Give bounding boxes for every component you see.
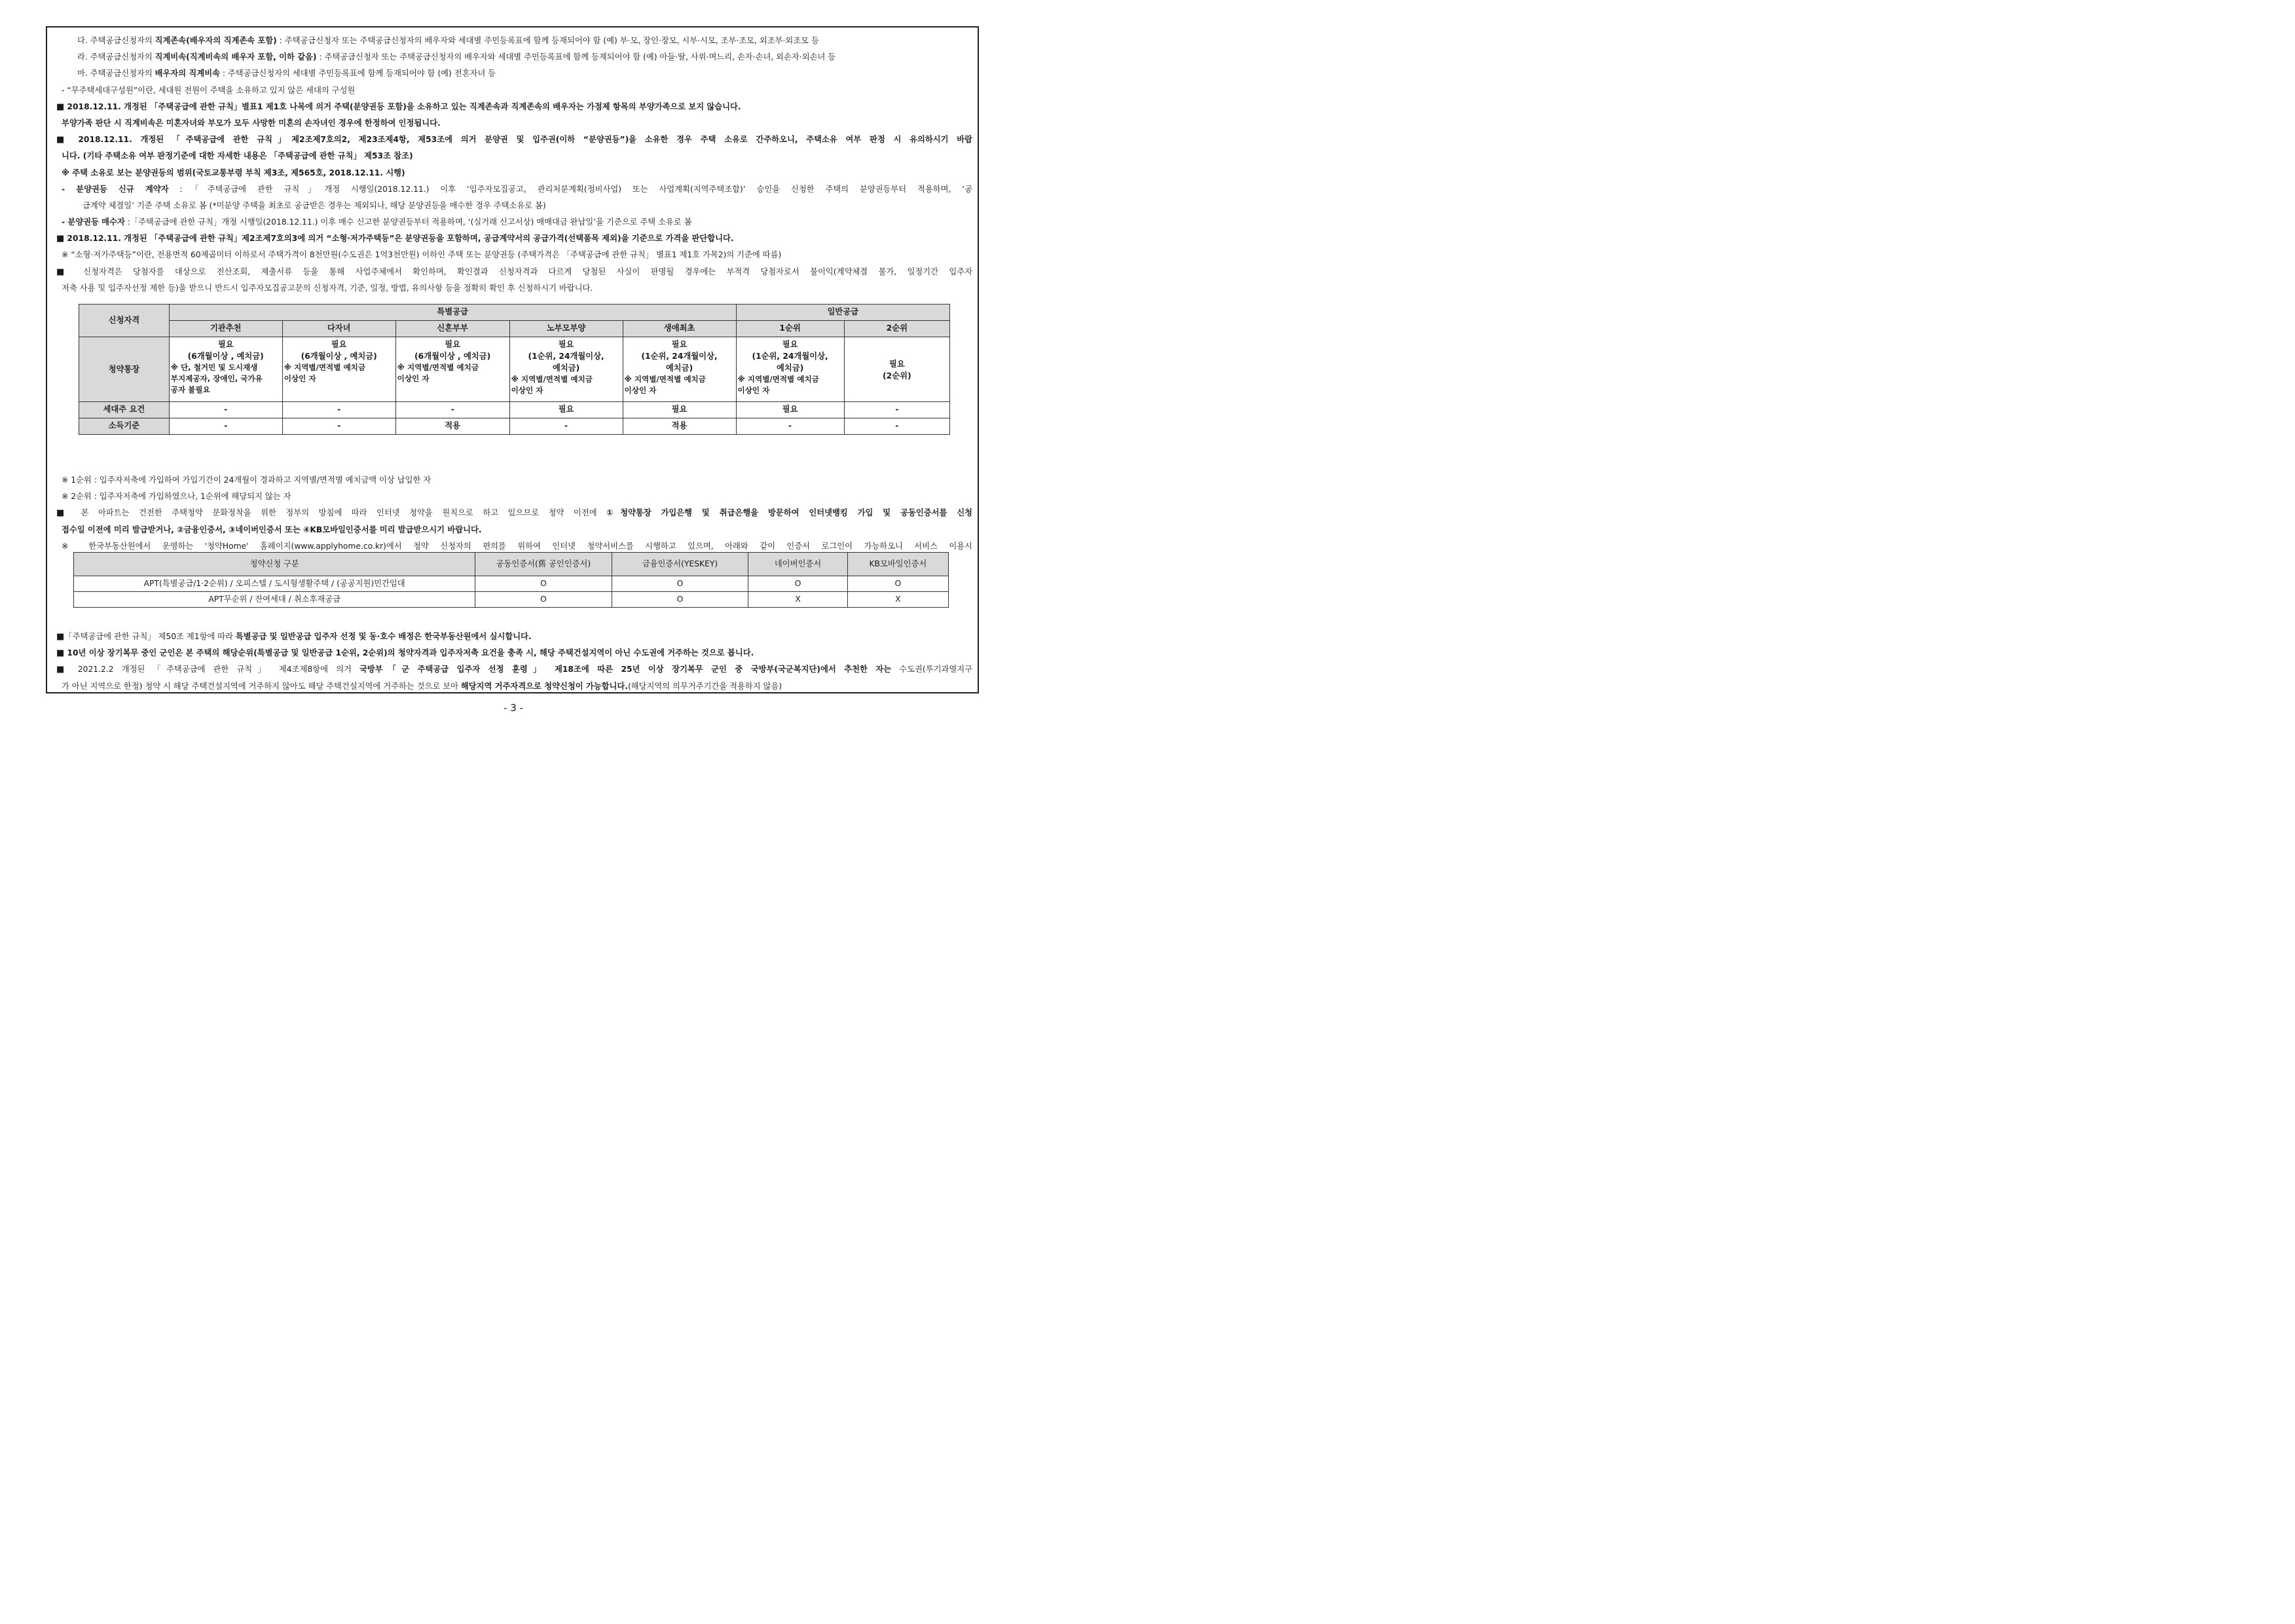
row-label-bank: 청약통장 (79, 337, 170, 402)
bullet-square: ■ (56, 648, 67, 659)
householder-cell: - (282, 402, 395, 418)
text-segment: 특별공급 및 일반공급 입주자 선정 및 동·호수 배정은 한국부동산원에서 실시합니다. (235, 632, 532, 641)
cert-cell: APT무순위 / 잔여세대 / 취소후재공급 (74, 592, 475, 608)
bullet-square: ■ (56, 267, 84, 277)
householder-cell: 필요 (736, 402, 844, 418)
requirement-note: ※ 지역별/면적별 예치금 이상인 자 (624, 375, 706, 395)
qualification-table (79, 304, 950, 435)
text-segment: :「주택공급에 관한 규칙」개정 시행일(2018.12.11.) 이후 매수 신고한 분양권등부터 적용하며, ‘(실거래 신고서상) 매매대금 완납일’을 기준으로 주택 소유로 봄 (124, 217, 692, 227)
text-segment: 수도권(투기과열지구 (891, 665, 972, 674)
text-line-p5a (56, 505, 972, 521)
text-line-p4b (56, 280, 972, 297)
income-cell: 적용 (623, 418, 736, 435)
text-segment: 부양가족 판단 시 직계비속은 미혼자녀와 부모가 모두 사망한 미혼의 손자녀인 경우에 한정하여 인정됩니다. (62, 118, 441, 128)
text-segment: 마. 주택공급신청자의 (77, 69, 155, 79)
text-line-p2b (56, 148, 972, 164)
requirement-note: ※ 지역별/면적별 예치금 이상인 자 (511, 375, 593, 395)
cert-cell: O (612, 592, 748, 608)
text-line-p5b (56, 522, 972, 538)
income-cell: - (844, 418, 949, 435)
text-segment: 직계비속(직계비속의 배우자 포함, 이하 같음) (155, 52, 317, 62)
bank-requirement-cell (623, 337, 736, 402)
cert-column-header: KB모바일인증서 (847, 553, 948, 576)
bank-requirement-cell (282, 337, 395, 402)
text-segment: 2021.2.2 개정된 「주택공급에 관한 규칙」 제4조제8항에 의거 (77, 665, 359, 674)
text-segment: ※ 주택 소유로 보는 분양권등의 범위(국토교통부령 부칙 제3조, 제565호, 2018.12.11. 시행) (62, 168, 405, 177)
text-segment: ※ 한국부동산원에서 운영하는 '청약Home' 홈페이지(www.applyhome.co.kr)에서 청약 신청자의 편의를 위하여 인터넷 청약서비스를 시행하고 있으며, 아래와 같이 인증서 로그인이 가능하오니 서비스 이용시 (62, 541, 972, 551)
householder-cell: - (844, 402, 949, 418)
text-line-p2a (56, 132, 972, 148)
requirement-main: 필요 (6개월이상 , 예치금) (301, 340, 377, 361)
text-segment: ※ 2순위 : 입주자저축에 가입하였으나, 1순위에 해당되지 않는 자 (62, 492, 291, 502)
text-segment: 2018.12.11. 개정된 「주택공급에 관한 규칙」별표1 제1호 나목에 의거 주택(분양권등 포함)을 소유하고 있는 직계존속과 직계존속의 배우자는 가점제 항목의 부양가족으로 보지 않습니다. (67, 101, 741, 111)
text-line-p8a (56, 661, 972, 678)
text-segment: 2018.12.11. 개정된 「주택공급에 관한 규칙」제2조제7호의3에 의거 “소형·저가주택등”은 분양권등을 포함하며, 공급계약서의 공급가격(선택품목 제외)을 기준으로 가격을 판단합니다. (67, 234, 734, 244)
text-segment: (해당지역의 의무거주기간을 적용하지 않음) (627, 681, 782, 691)
text-segment: 급계약 체결일’ 기준 주택 소유로 봄 (*미분양 주택을 최초로 공급받은 경우는 제외되나, 해당 분양권등을 매수한 경우 주택소유로 봄) (83, 200, 546, 210)
text-line-p3a (56, 231, 972, 247)
text-line-p1a (56, 99, 972, 115)
text-segment: : 주택공급신청자 또는 주택공급신청자의 배우자와 세대별 주민등록표에 함께 등재되어야 함 (예) 부·모, 장인·장모, 시부·시모, 조부·조모, 외조부·외조모 등 (276, 36, 819, 45)
text-segment: 직계존속(배우자의 직계존속 포함) (155, 36, 277, 45)
requirement-note: ※ 지역별/면적별 예치금 이상인 자 (397, 363, 479, 383)
cert-cell: O (475, 576, 612, 592)
qual-header: 신청자격 (79, 304, 170, 337)
text-segment: ※ 1순위 : 입주자저축에 가입하여 가입기간이 24개월이 경과하고 지역별/면적별 예치금액 이상 납입한 자 (62, 475, 431, 485)
text-line-p2f (56, 214, 972, 231)
text-line-p8b (56, 678, 972, 695)
bullet-square: ■ (56, 234, 67, 244)
bank-requirement-cell (169, 337, 282, 402)
text-segment: ①청약통장 가입은행 및 취급은행을 방문하여 인터넷뱅킹 가입 및 공동인증서를 신청 (606, 508, 972, 518)
income-cell: - (169, 418, 282, 435)
text-segment: 니다. (기타 주택소유 여부 판정기준에 대한 자세한 내용은 「주택공급에 관한 규칙」 제53조 참조) (62, 151, 413, 161)
text-segment: : 주택공급신청자의 세대별 주민등록표에 함께 등재되어야 함 (예) 전혼자녀 등 (219, 69, 496, 79)
table-row (74, 576, 949, 592)
bullet-square: ■ (56, 508, 81, 519)
bullet-square: ■ (56, 101, 67, 112)
householder-cell: 필요 (509, 402, 623, 418)
column-header: 다자녀 (282, 321, 395, 337)
cert-column-header: 네이버인증서 (748, 553, 847, 576)
income-cell: 적용 (395, 418, 509, 435)
cert-cell: O (847, 576, 948, 592)
requirement-main: 필요 (6개월이상 , 예치금) (414, 340, 491, 361)
bank-requirement-cell (509, 337, 623, 402)
text-line-p1b (56, 115, 972, 132)
text-segment: 배우자의 직계비속 (155, 69, 220, 79)
cert-column-header: 청약신청 구분 (74, 553, 475, 576)
certificate-table (73, 552, 949, 608)
text-segment: : 주택공급신청자 또는 주택공급신청자의 배우자와 세대별 주민등록표에 함께 등재되어야 함 (예) 아들·딸, 사위·며느리, 손자·손녀, 외손자·외손녀 등 (316, 52, 836, 62)
column-header: 노부모부양 (509, 321, 623, 337)
text-segment: :「주택공급에 관한 규칙」개정 시행일(2018.12.11.) 이후 ‘입주자모집공고, 관리처분계획(정비사업) 또는 사업계획(지역주택조합)’ 승인을 신청한 주택의 분양권등부터 적용하며, ‘공 (168, 184, 972, 194)
text-segment: 저축 사용 및 입주자선정 제한 등)을 받으니 반드시 입주자모집공고문의 신청자격, 기준, 일정, 방법, 유의사항 등을 정확히 확인 후 신청하시기 바랍니다. (62, 283, 593, 293)
text-segment: 접수일 이전에 미리 발급받거나, ②금융인증서, ③네이버인증서 또는 ④KB모바일인증서를 미리 발급받으시기 바랍니다. (62, 525, 482, 534)
text-line-n1 (56, 472, 972, 489)
text-line-p2c (56, 165, 972, 181)
bank-requirement-cell (395, 337, 509, 402)
text-segment: 가 아닌 지역으로 한정) 청약 시 해당 주택건설지역에 거주하지 않아도 해당 주택건설지역에 거주하는 것으로 보아 (62, 681, 461, 691)
text-segment: - 분양권등 신규 계약자 (62, 184, 169, 194)
bullet-square: ■ (56, 665, 78, 675)
text-line-da (56, 33, 972, 49)
text-line-p4a (56, 264, 972, 280)
requirement-note: ※ 지역별/면적별 예치금 이상인 자 (737, 375, 819, 395)
text-segment: 신청자격은 당첨자를 대상으로 전산조회, 제출서류 등을 통해 사업주체에서 확인하며, 확인결과 신청자격과 다르게 당첨된 사실이 판명될 경우에는 부적격 당첨자로서 불이익(계약체결 불가, 일정기간 입주자 (83, 267, 972, 276)
page-number: - 3 - (504, 702, 523, 714)
text-segment: 「주택공급에 관한 규칙」 제50조 제1항에 따라 (64, 632, 236, 641)
cert-cell: X (748, 592, 847, 608)
text-line-ra (56, 49, 972, 65)
text-segment: 국방부「군 주택공급 입주자 선정 훈령」 제18조에 따른 25년 이상 장기복무 군인 중 국방부(국군복지단)에서 추천한 자는 (359, 665, 892, 674)
text-segment: 2018.12.11. 개정된 「주택공급에 관한 규칙」제2조제7호의2, 제23조제4항, 제53조에 의거 분양권 및 입주권(이하 “분양권등”)을 소유한 경우 주택 소유로 간주하오니, 주택소유 여부 판정 시 유의하시기 바랍 (78, 135, 972, 145)
column-header: 생애최초 (623, 321, 736, 337)
householder-cell: - (169, 402, 282, 418)
cert-cell: O (748, 576, 847, 592)
column-header: 2순위 (844, 321, 949, 337)
requirement-main: 필요 (2순위) (883, 360, 911, 380)
cert-cell: X (847, 592, 948, 608)
income-cell: - (282, 418, 395, 435)
text-line-mu (56, 83, 972, 99)
requirement-note: ※ 단, 철거민 및 도시재생 부지제공자, 장애인, 국가유 공자 불필요 (170, 363, 263, 394)
top-text-block (56, 33, 972, 297)
special-supply-header: 특별공급 (169, 304, 736, 321)
bullet-square: ■ (56, 135, 79, 145)
text-line-n2 (56, 489, 972, 505)
text-segment: - “무주택세대구성원”이란, 세대원 전원이 주택을 소유하고 있지 않은 세대의 구성원 (62, 85, 356, 95)
text-segment: - 분양권등 매수자 (62, 217, 125, 227)
page-frame (46, 26, 979, 693)
cert-cell: APT(특별공급/1·2순위) / 오피스텔 / 도시형생활주택 / (공공지원)민간임대 (74, 576, 475, 592)
bullet-square: ■ (56, 632, 65, 642)
cert-cell: O (612, 576, 748, 592)
cert-cell: O (475, 592, 612, 608)
income-cell: - (736, 418, 844, 435)
row-label-income: 소득기준 (79, 418, 170, 435)
bank-requirement-cell (844, 337, 949, 402)
row-label-householder: 세대주 요건 (79, 402, 170, 418)
requirement-main: 필요 (1순위, 24개월이상, 예치금) (528, 340, 604, 373)
householder-cell: 필요 (623, 402, 736, 418)
text-segment: 10년 이상 장기복무 중인 군인은 본 주택의 해당순위(특별공급 및 일반공급 1순위, 2순위)의 청약자격과 입주자저축 요건을 충족 시, 해당 주택건설지역이 아닌 수도권에 거주하는 것으로 봅니다. (67, 648, 754, 658)
general-supply-header: 일반공급 (736, 304, 950, 321)
bottom-text-block (56, 629, 972, 695)
text-segment: ※ “소형·저가주택등”이란, 전용면적 60제곱미터 이하로서 주택가격이 8천만원(수도권은 1억3천만원) 이하인 주택 또는 분양권등 (주택가격은 「주택공급에 관한 규칙」 별표1 제1호 가목2)의 기준에 따름) (62, 250, 782, 260)
text-line-p2e (56, 198, 972, 214)
text-line-ma (56, 65, 972, 82)
text-segment: 해당지역 거주자격으로 청약신청이 가능합니다. (460, 681, 628, 691)
requirement-main: 필요 (1순위, 24개월이상, 예치금) (752, 340, 828, 373)
text-segment: 라. 주택공급신청자의 (77, 52, 155, 62)
income-cell: - (509, 418, 623, 435)
requirement-main: 필요 (6개월이상 , 예치금) (187, 340, 264, 361)
table-row (74, 592, 949, 608)
requirement-note: ※ 지역별/면적별 예치금 이상인 자 (284, 363, 366, 383)
text-line-p2d (56, 181, 972, 198)
bank-requirement-cell (736, 337, 844, 402)
text-segment: 다. 주택공급신청자의 (77, 36, 155, 45)
householder-cell: - (395, 402, 509, 418)
text-line-p6 (56, 629, 972, 645)
column-header: 1순위 (736, 321, 844, 337)
text-line-p7 (56, 645, 972, 661)
requirement-main: 필요 (1순위, 24개월이상, 예치금) (641, 340, 718, 373)
cert-column-header: 금융인증서(YESKEY) (612, 553, 748, 576)
column-header: 신혼부부 (395, 321, 509, 337)
cert-column-header: 공동인증서(舊 공인인증서) (475, 553, 612, 576)
text-segment: 본 아파트는 건전한 주택청약 문화정착을 위한 정부의 방침에 따라 인터넷 청약을 원칙으로 하고 있으므로 청약 이전에 (81, 508, 607, 518)
text-line-p3b (56, 247, 972, 263)
column-header: 기관추천 (169, 321, 282, 337)
